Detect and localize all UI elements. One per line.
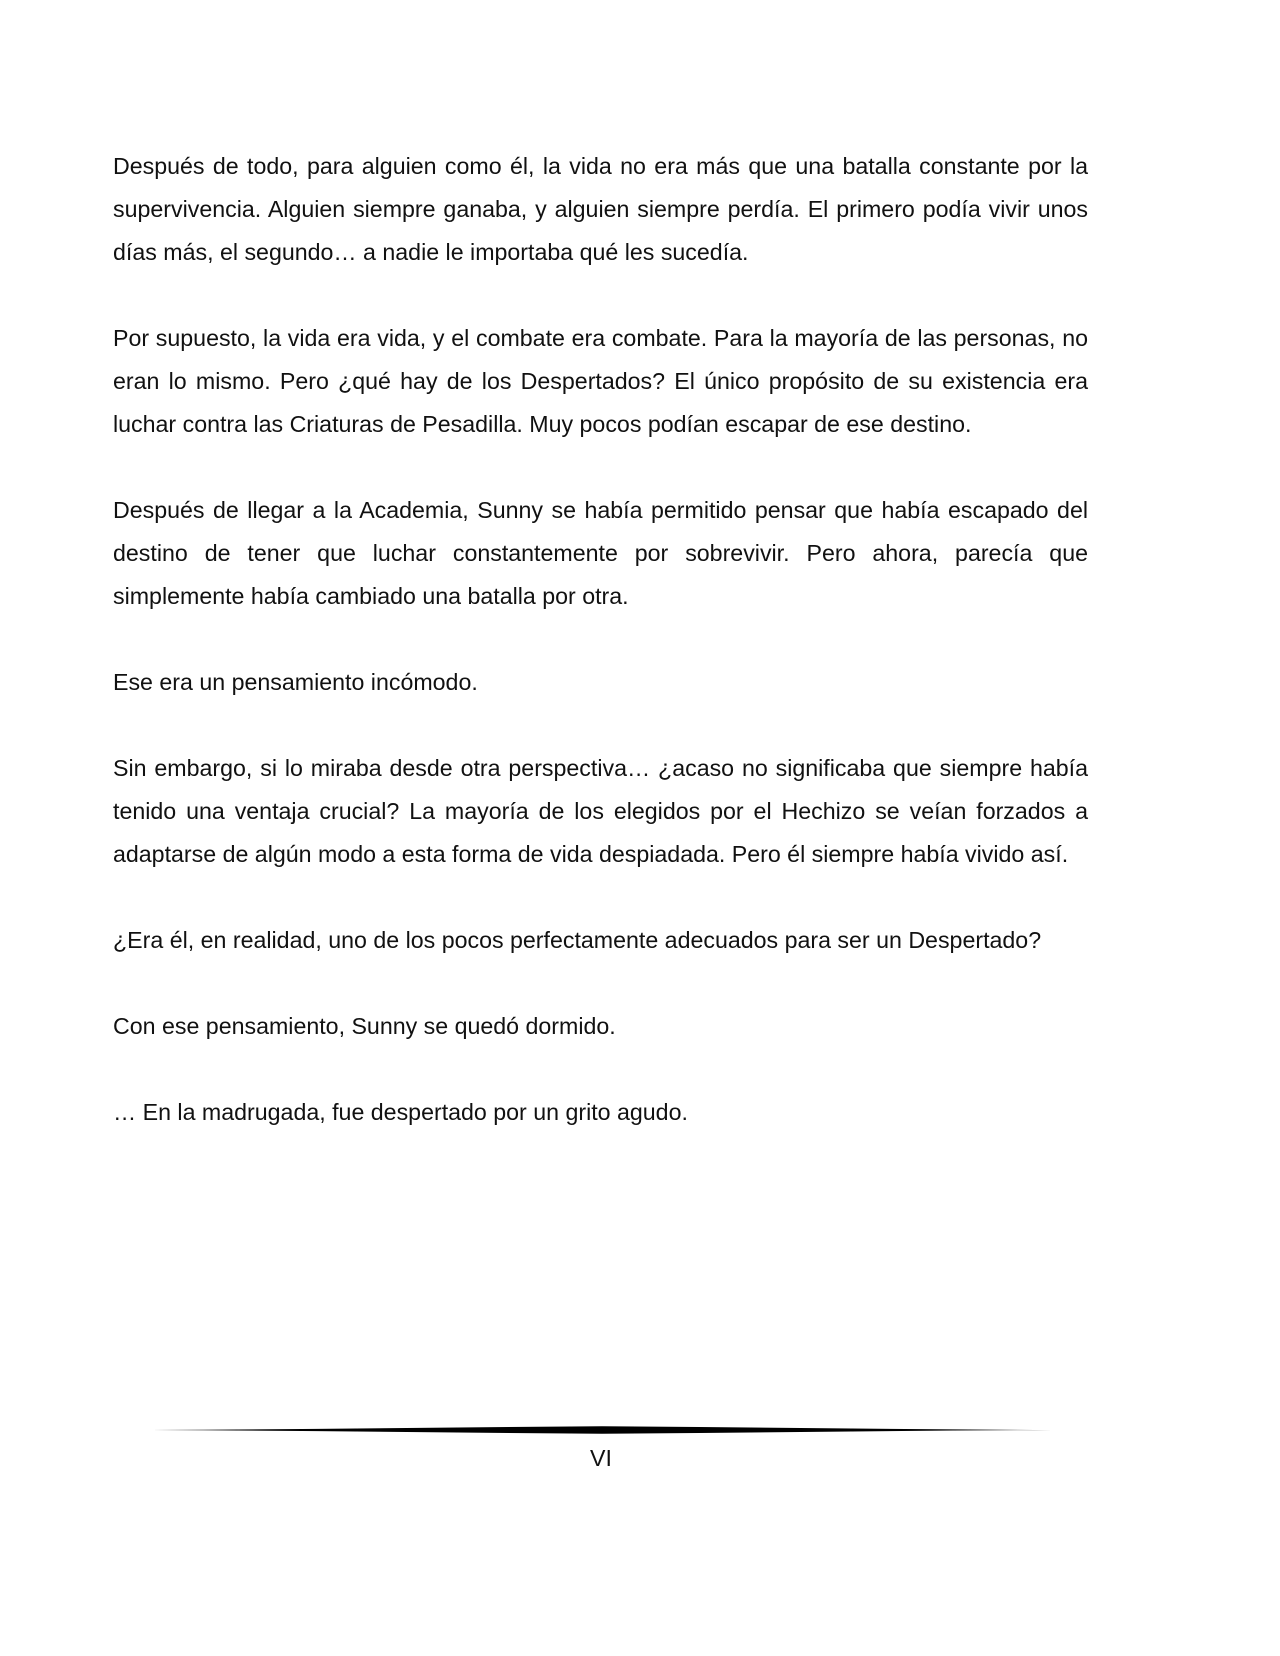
page-number: VI (590, 1445, 612, 1471)
paragraph-7: Con ese pensamiento, Sunny se quedó dormido. (113, 1013, 616, 1039)
paragraph-3: Después de llegar a la Academia, Sunny se había permitido pensar que había escapado del destino de tener que luchar constantemente por sobrevivir. Pero ahora, parecía que simplemente había cambiado una batalla por otra. (113, 497, 1088, 609)
paragraph-1: Después de todo, para alguien como él, la vida no era más que una batalla constante por la supervivencia. Alguien siempre ganaba, y alguien siempre perdía. El primero podía vivir unos días más, el segundo… a nadie le importaba qué les sucedía. (113, 153, 1088, 265)
paragraph-8: … En la madrugada, fue despertado por un grito agudo. (113, 1099, 688, 1125)
paragraph-2: Por supuesto, la vida era vida, y el combate era combate. Para la mayoría de las personas, no eran lo mismo. Pero ¿qué hay de los Despertados? El único propósito de su existencia era luchar contra las Criaturas de Pesadilla. Muy pocos podían escapar de ese destino. (113, 325, 1088, 437)
page-body (113, 145, 1088, 1177)
paragraph-6: ¿Era él, en realidad, uno de los pocos perfectamente adecuados para ser un Despertado? (113, 927, 1042, 953)
page-footer (0, 1424, 1280, 1484)
footer-divider-ornament (152, 1424, 1052, 1436)
paragraph-5: Sin embargo, si lo miraba desde otra perspectiva… ¿acaso no significaba que siempre había tenido una ventaja crucial? La mayoría de los elegidos por el Hechizo se veían forzados a adaptarse de algún modo a esta forma de vida despiadada. Pero él siempre había vivido así. (113, 755, 1088, 867)
paragraph-4: Ese era un pensamiento incómodo. (113, 669, 478, 695)
